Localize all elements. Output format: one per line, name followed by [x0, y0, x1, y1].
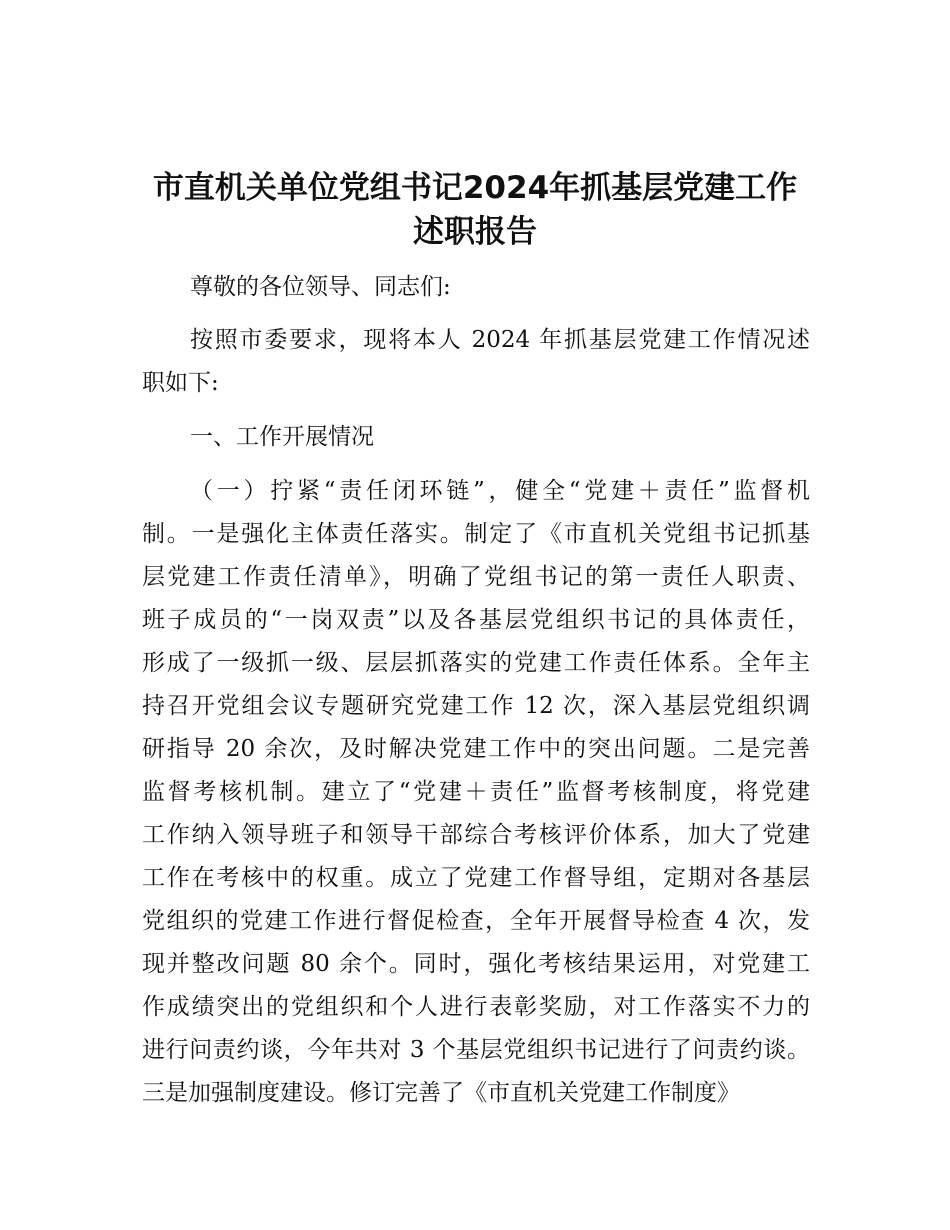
- body-paragraph-line: 三是加强制度建设。修订完善了《市直机关党建工作制度》: [142, 1080, 740, 1106]
- body-paragraph-line: 党组织的党建工作进行督促检查，全年开展督导检查 4 次，发: [142, 908, 810, 934]
- body-paragraph-line: 班子成员的“一岗双责”以及各基层党组织书记的具体责任，: [142, 607, 810, 633]
- body-paragraph-line: 作成绩突出的党组织和个人进行表彰奖励，对工作落实不力的: [142, 994, 810, 1020]
- body-paragraph-line: 工作在考核中的权重。成立了党建工作督导组，定期对各基层: [142, 865, 810, 891]
- body-paragraph-line: 工作纳入领导班子和领导干部综合考核评价体系，加大了党建: [142, 822, 810, 848]
- body-paragraph-line: 持召开党组会议专题研究党建工作 12 次，深入基层党组织调: [142, 693, 810, 719]
- intro-paragraph-line: 职如下:: [142, 370, 219, 396]
- body-paragraph-line: 制。一是强化主体责任落实。制定了《市直机关党组书记抓基: [142, 521, 810, 547]
- salutation: 尊敬的各位领导、同志们:: [190, 274, 451, 300]
- body-paragraph-line: （一）拧紧“责任闭环链”，健全“党建＋责任”监督机: [190, 478, 810, 504]
- document-title-line-2: 述职报告: [413, 214, 537, 250]
- body-paragraph-line: 现并整改问题 80 余个。同时，强化考核结果运用，对党建工: [142, 951, 810, 977]
- body-paragraph-line: 研指导 20 余次，及时解决党建工作中的突出问题。二是完善: [142, 736, 810, 762]
- body-paragraph-line: 层党建工作责任清单》，明确了党组书记的第一责任人职责、: [142, 564, 810, 590]
- body-paragraph-line: 进行问责约谈，今年共对 3 个基层党组织书记进行了问责约谈。: [142, 1037, 810, 1063]
- body-paragraph-line: 形成了一级抓一级、层层抓落实的党建工作责任体系。全年主: [142, 650, 810, 676]
- intro-paragraph-line: 按照市委要求，现将本人 2024 年抓基层党建工作情况述: [190, 327, 810, 353]
- document-title-line-1: 市直机关单位党组书记2024年抓基层党建工作: [152, 170, 798, 206]
- body-paragraph-line: 监督考核机制。建立了“党建＋责任”监督考核制度，将党建: [142, 779, 810, 805]
- section-heading: 一、工作开展情况: [190, 424, 374, 450]
